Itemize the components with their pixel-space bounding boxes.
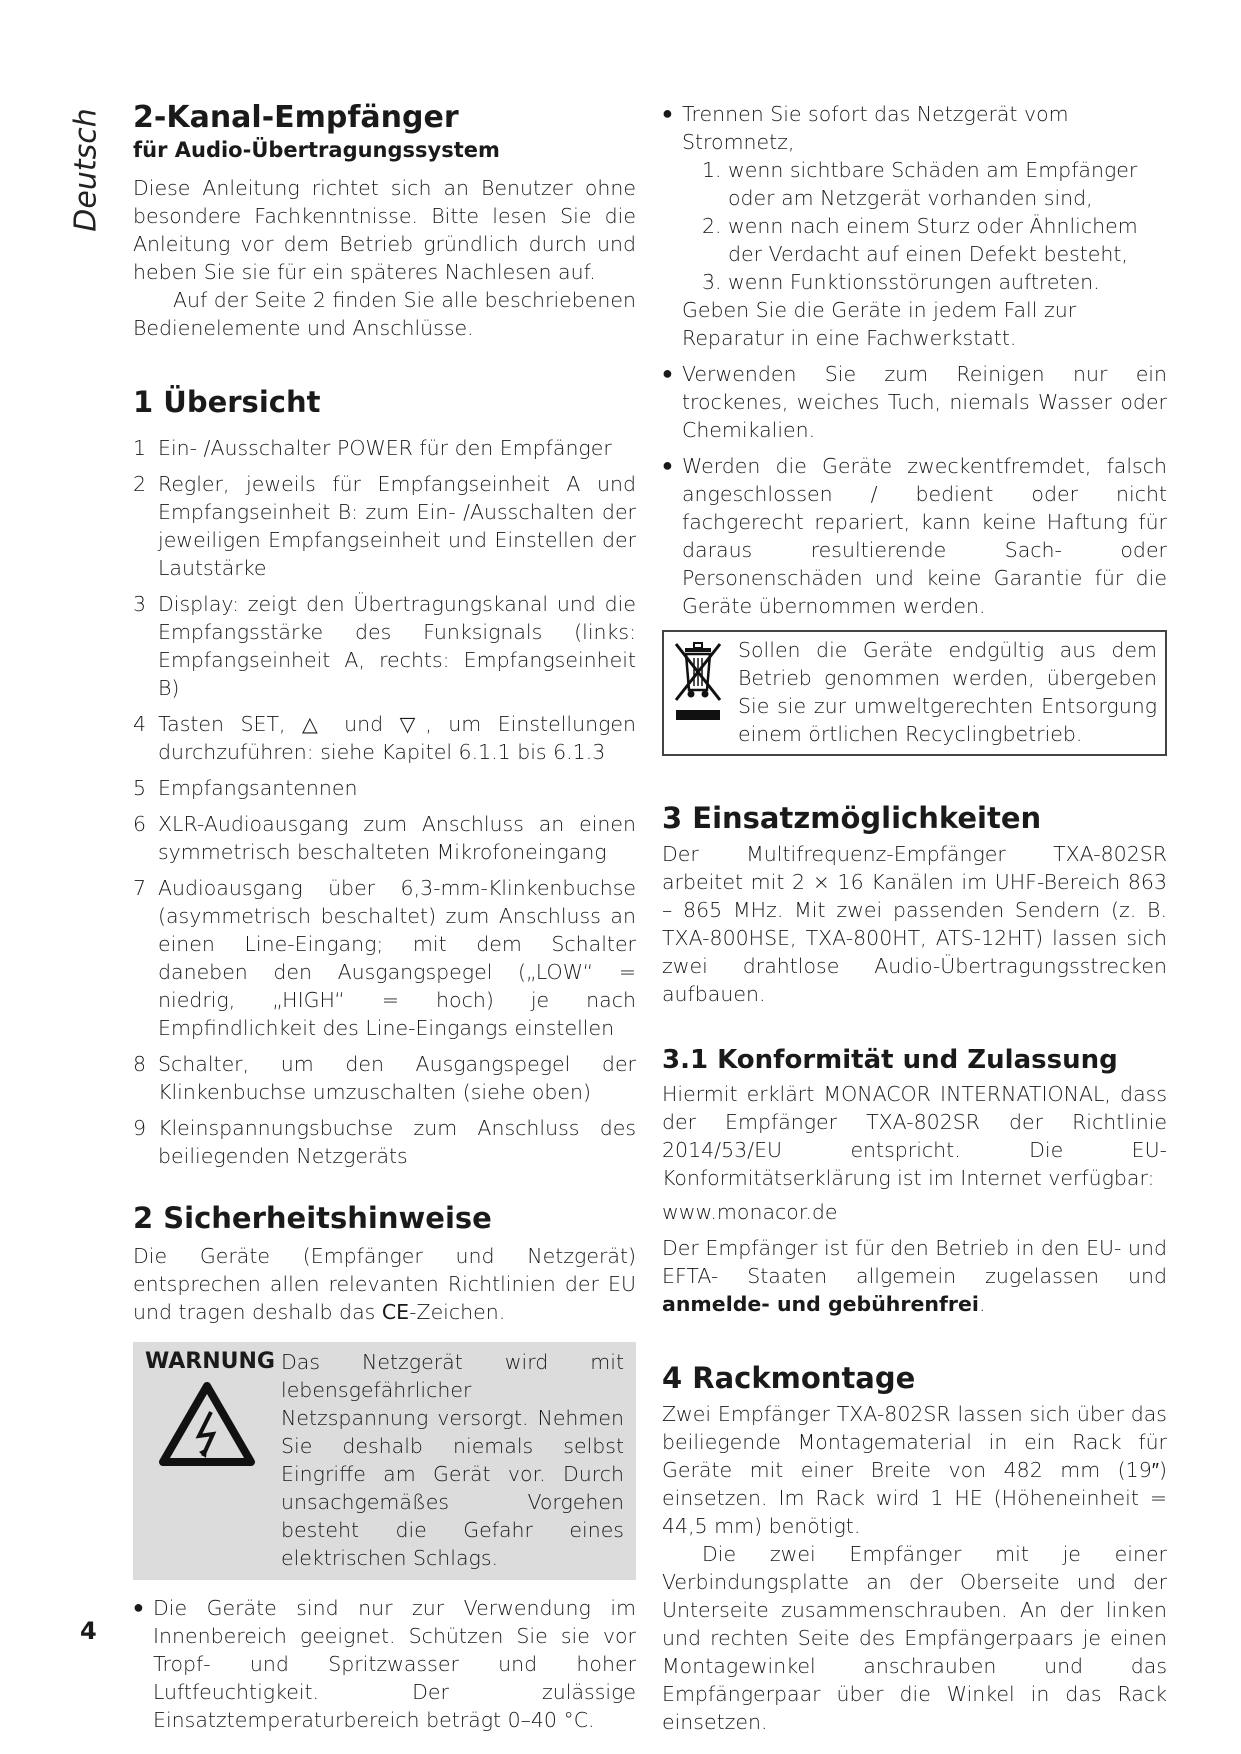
warning-box [133,1342,636,1580]
language-label-text: Deutsch [68,108,104,232]
warning-text: Das Netzgerät wird mit lebensgefährlicher Netzspannung versorgt. Nehmen Sie deshalb niemals selbst Eingriffe am Gerät vor. Durch unsachgemäßes Vorgehen besteht die Gefahr eines elektrischen Schlags. [281,1350,624,1570]
list-item: 3 Display: zeigt den Übertragungskanal und die Empfangsstärke des Funksignals (links: Empfangseinheit A, rechts: Empfangseinheit B) [133,592,636,700]
section-1-heading: 1 Übersicht [133,385,321,419]
language-side-label [66,100,106,240]
sub-list-item: 2. wenn nach einem Sturz oder Ähnlichem der Verdacht auf einen Defekt besteht, [702,214,1138,266]
recycling-notice-box [662,630,1167,756]
approval-text: Der Empfänger ist für den Betrieb in den EU- und EFTA- Staaten allgemein zugelassen und anmelde- und gebührenfrei. [662,1236,1167,1316]
list-item: ● Die Geräte sind nur zur Verwendung im Innenbereich geeignet. Schützen Sie sie vor Tropf- und Spritzwasser und hoher Luftfeuchtigkeit. Der zulässige Einsatztemperaturbereich beträgt 0–40 °C. [133,1594,636,1734]
left-column [133,100,636,1742]
list-item: 9 Kleinspannungsbuchse zum Anschluss des beiliegenden Netzgeräts [133,1116,636,1168]
list-item: ● Verwenden Sie zum Reinigen nur ein trockenes, weiches Tuch, niemals Wasser oder Chemikalien. [662,360,1167,444]
overview-list [133,434,636,1170]
page-number: 4 [80,1617,97,1645]
ce-mark: CE [381,1300,410,1324]
document-subtitle: für Audio-Übertragungssystem [133,138,500,162]
intro-paragraph: Diese Anleitung richtet sich an Benutzer ohne besondere Fachkenntnisse. Bitte lesen Sie die Anleitung vor dem Betrieb gründlich durch und heben Sie sie für ein späteres Nachlesen auf. [133,176,636,284]
section-2-intro: Die Geräte (Empfänger und Netzgerät) entsprechen allen relevanten Richtlinien der EU und tragen deshalb das CE-Zeichen. [133,1244,636,1324]
section-3-1-heading: 3.1 Konformität und Zulassung [662,1045,1118,1075]
sub-list-item: 3. wenn Funktionsstörungen auftreten. [702,270,1100,294]
warning-title: WARNUNG [145,1349,275,1374]
safety-bullets-left [133,1594,636,1734]
conformity-text: Hiermit erklärt MONACOR INTERNATIONAL, dass der Empfänger TXA-802SR der Richtlinie 2014/53/EU entspricht. Die EU-Konformitätserklärung ist im Internet verfügbar: [662,1082,1167,1190]
list-item: 7 Audioausgang über 6,3-mm-Klinkenbuchse (asymmetrisch beschaltet) zum Anschluss an einen Line-Eingang; mit dem Schalter daneben den Ausgangspegel („LOW“ = niedrig, „HIGH“ = hoch) je nach Empfindlichkeit des Line-Eingangs einstellen [133,876,636,1040]
sub-list-item: 1. wenn sichtbare Schäden am Empfänger oder am Netzgerät vorhanden sind, [702,158,1138,210]
list-item: ● Werden die Geräte zweckentfremdet, falsch angeschlossen / bedient oder nicht fachgerecht repariert, kann keine Haftung für daraus resultierende Sach- oder Personenschäden und keine Garantie für die Geräte übernommen werden. [662,452,1167,620]
section-3-text: Der Multifrequenz-Empfänger TXA-802SR arbeitet mit 2 × 16 Kanälen im UHF-Bereich 863 – 865 MHz. Mit zwei passenden Sendern (z. B. TXA-800HSE, TXA-800HT, ATS-12HT) lassen sich zwei drahtlose Audio-Übertragungsstrecken aufbauen. [662,842,1167,1006]
rack-mount-text: Zwei Empfänger TXA-802SR lassen sich über das beiliegende Montagematerial in ein Rack für Geräte mit einer Breite von 482 mm (19″) einsetzen. Im Rack wird 1 HE (Höheneinheit = 44,5 mm) benötigt. [662,1402,1167,1538]
rack-mount-text-2: Die zwei Empfänger mit je einer Verbindungsplatte an der Oberseite und der Unterseite zusammenschrauben. An der linken und rechten Seite des Empfängerpaars je einen Montagewinkel anschrauben und das Empfängerpaar über die Winkel in das Rack einsetzen. [662,1542,1167,1734]
list-item: 6 XLR-Audioausgang zum Anschluss an einen symmetrisch beschalteten Mikrofoneingang [133,812,636,864]
sub-list [682,156,1167,296]
list-item: 2 Regler, jeweils für Empfangseinheit A und Empfangseinheit B: zum Ein- /Ausschalten der jeweiligen Empfangseinheit und Einstellen der Lautstärke [133,472,636,580]
safety-bullets-right [662,100,1167,620]
wheelie-bin-crossed-icon [672,636,726,726]
electric-hazard-icon [159,1382,255,1466]
document-title: 2-Kanal-Empfänger [133,100,459,135]
right-column [662,100,1167,1736]
website-url: www.monacor.de [662,1200,838,1224]
section-4-heading: 4 Rackmontage [662,1361,916,1395]
list-item: 4 Tasten SET, △ und ▽, um Einstellungen durchzuführen: siehe Kapitel 6.1.1 bis 6.1.3 [133,712,636,764]
list-item: ● Trennen Sie sofort das Netzgerät vom Stromnetz, 1. wenn sichtbare Schäden am Empfänger oder am Netzgerät vorhanden sind, 2. wenn nach einem Sturz oder Ähnlichem der Verdacht auf einen Defekt besteht, 3. wenn Funktionsstörungen auftreten. Geben Sie die Geräte in jedem Fall zur Reparatur in eine Fachwerkstatt. [662,100,1167,352]
recycling-text: Sollen die Geräte endgültig aus dem Betrieb genommen werden, übergeben Sie sie zur umweltgerechten Entsorgung einem örtlichen Recyclingbetrieb. [738,638,1157,746]
section-3-heading: 3 Einsatzmöglichkeiten [662,801,1042,835]
section-2-heading: 2 Sicherheitshinweise [133,1201,492,1235]
list-item: 8 Schalter, um den Ausgangspegel der Klinkenbuchse umzuschalten (siehe oben) [133,1052,636,1104]
intro-paragraph-2: Auf der Seite 2 finden Sie alle beschriebenen Bedienelemente und Anschlüsse. [133,288,636,340]
list-item: 5 Empfangsantennen [133,776,358,800]
list-item: 1 Ein- /Ausschalter POWER für den Empfänger [133,436,612,460]
